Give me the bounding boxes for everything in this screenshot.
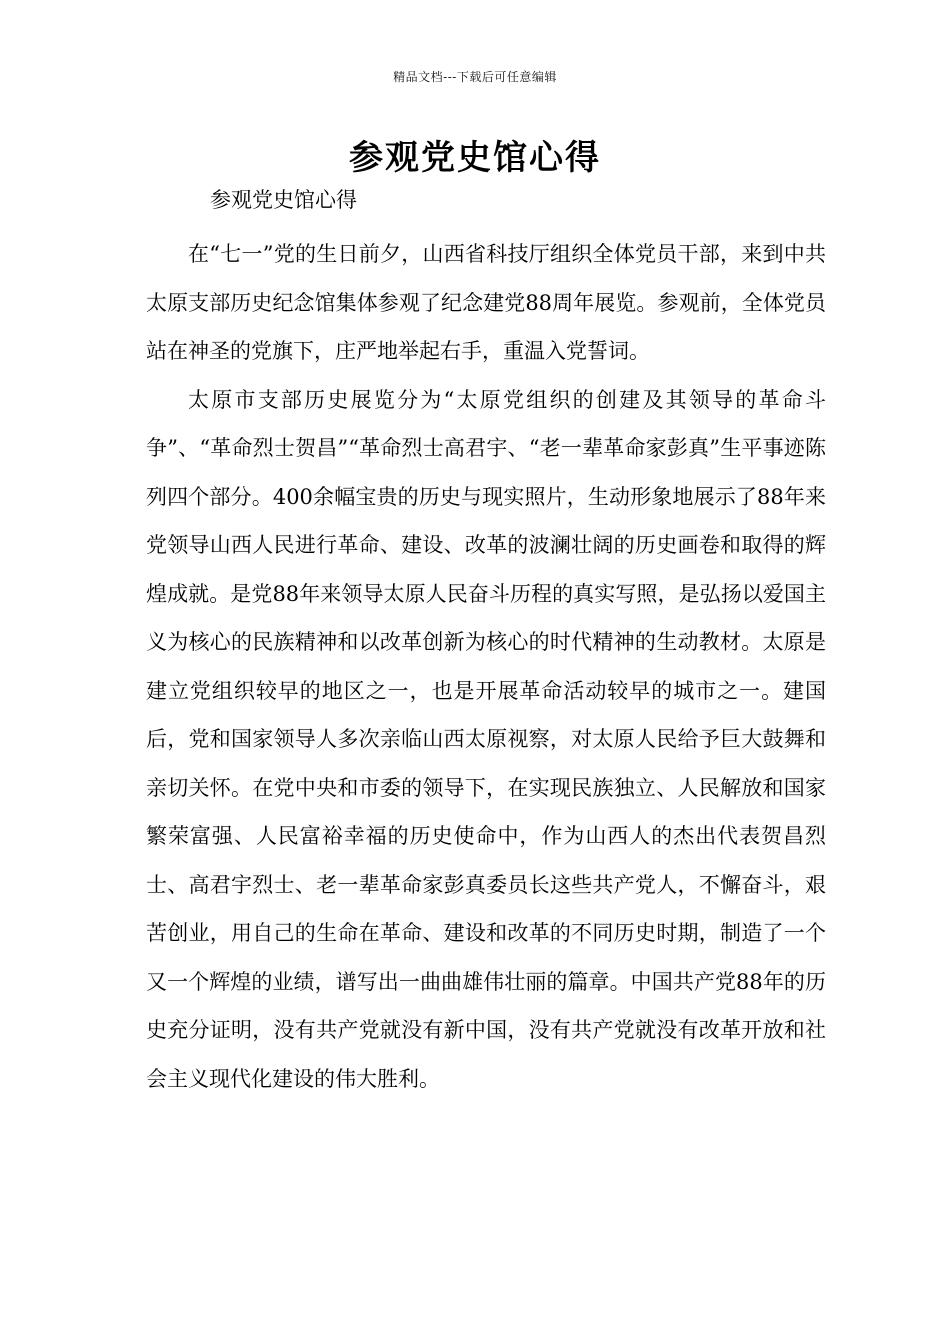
paragraph: 在“七一”党的生日前夕，山西省科技厅组织全体党员干部，来到中共太原支部历史纪念馆集体参观了纪念建党88周年展览。参观前，全体党员站在神圣的党旗下，庄严地举起右手，重温入党誓词。 [146,242,826,363]
paragraph: 太原市支部历史展览分为“太原党组织的创建及其领导的革命斗争”、“革命烈士贺昌”“革命烈士高君宇、“老一辈革命家彭真”生平事迹陈列四个部分。400余幅宝贵的历史与现实照片，生动形象地展示了88年来党领导山西人民进行革命、建设、改革的波澜壮阔的历史画卷和取得的辉煌成就。是党88年来领导太原人民奋斗历程的真实写照，是弘扬以爱国主义为核心的民族精神和以改革创新为核心的时代精神的生动教材。太原是建立党组织较早的地区之一，也是开展革命活动较早的城市之一。建国后，党和国家领导人多次亲临山西太原视察，对太原人民给予巨大鼓舞和亲切关怀。在党中央和市委的领导下，在实现民族独立、人民解放和国家繁荣富强、人民富裕幸福的历史使命中，作为山西人的杰出代表贺昌烈士、高君宇烈士、老一辈革命家彭真委员长这些共产党人，不懈奋斗，艰苦创业，用自己的生命在革命、建设和改革的不同历史时期，制造了一个又一个辉煌的业绩，谱写出一曲曲雄伟壮丽的篇章。中国共产党88年的历史充分证明，没有共产党就没有新中国，没有共产党就没有改革开放和社会主义现代化建设的伟大胜利。 [146,387,826,1091]
header-note: 精品文档---下载后可任意编辑 [393,70,557,84]
document-subtitle: 参观党史馆心得 [210,188,357,212]
document-title: 参观党史馆心得 [349,138,601,178]
document-body [146,230,826,1103]
